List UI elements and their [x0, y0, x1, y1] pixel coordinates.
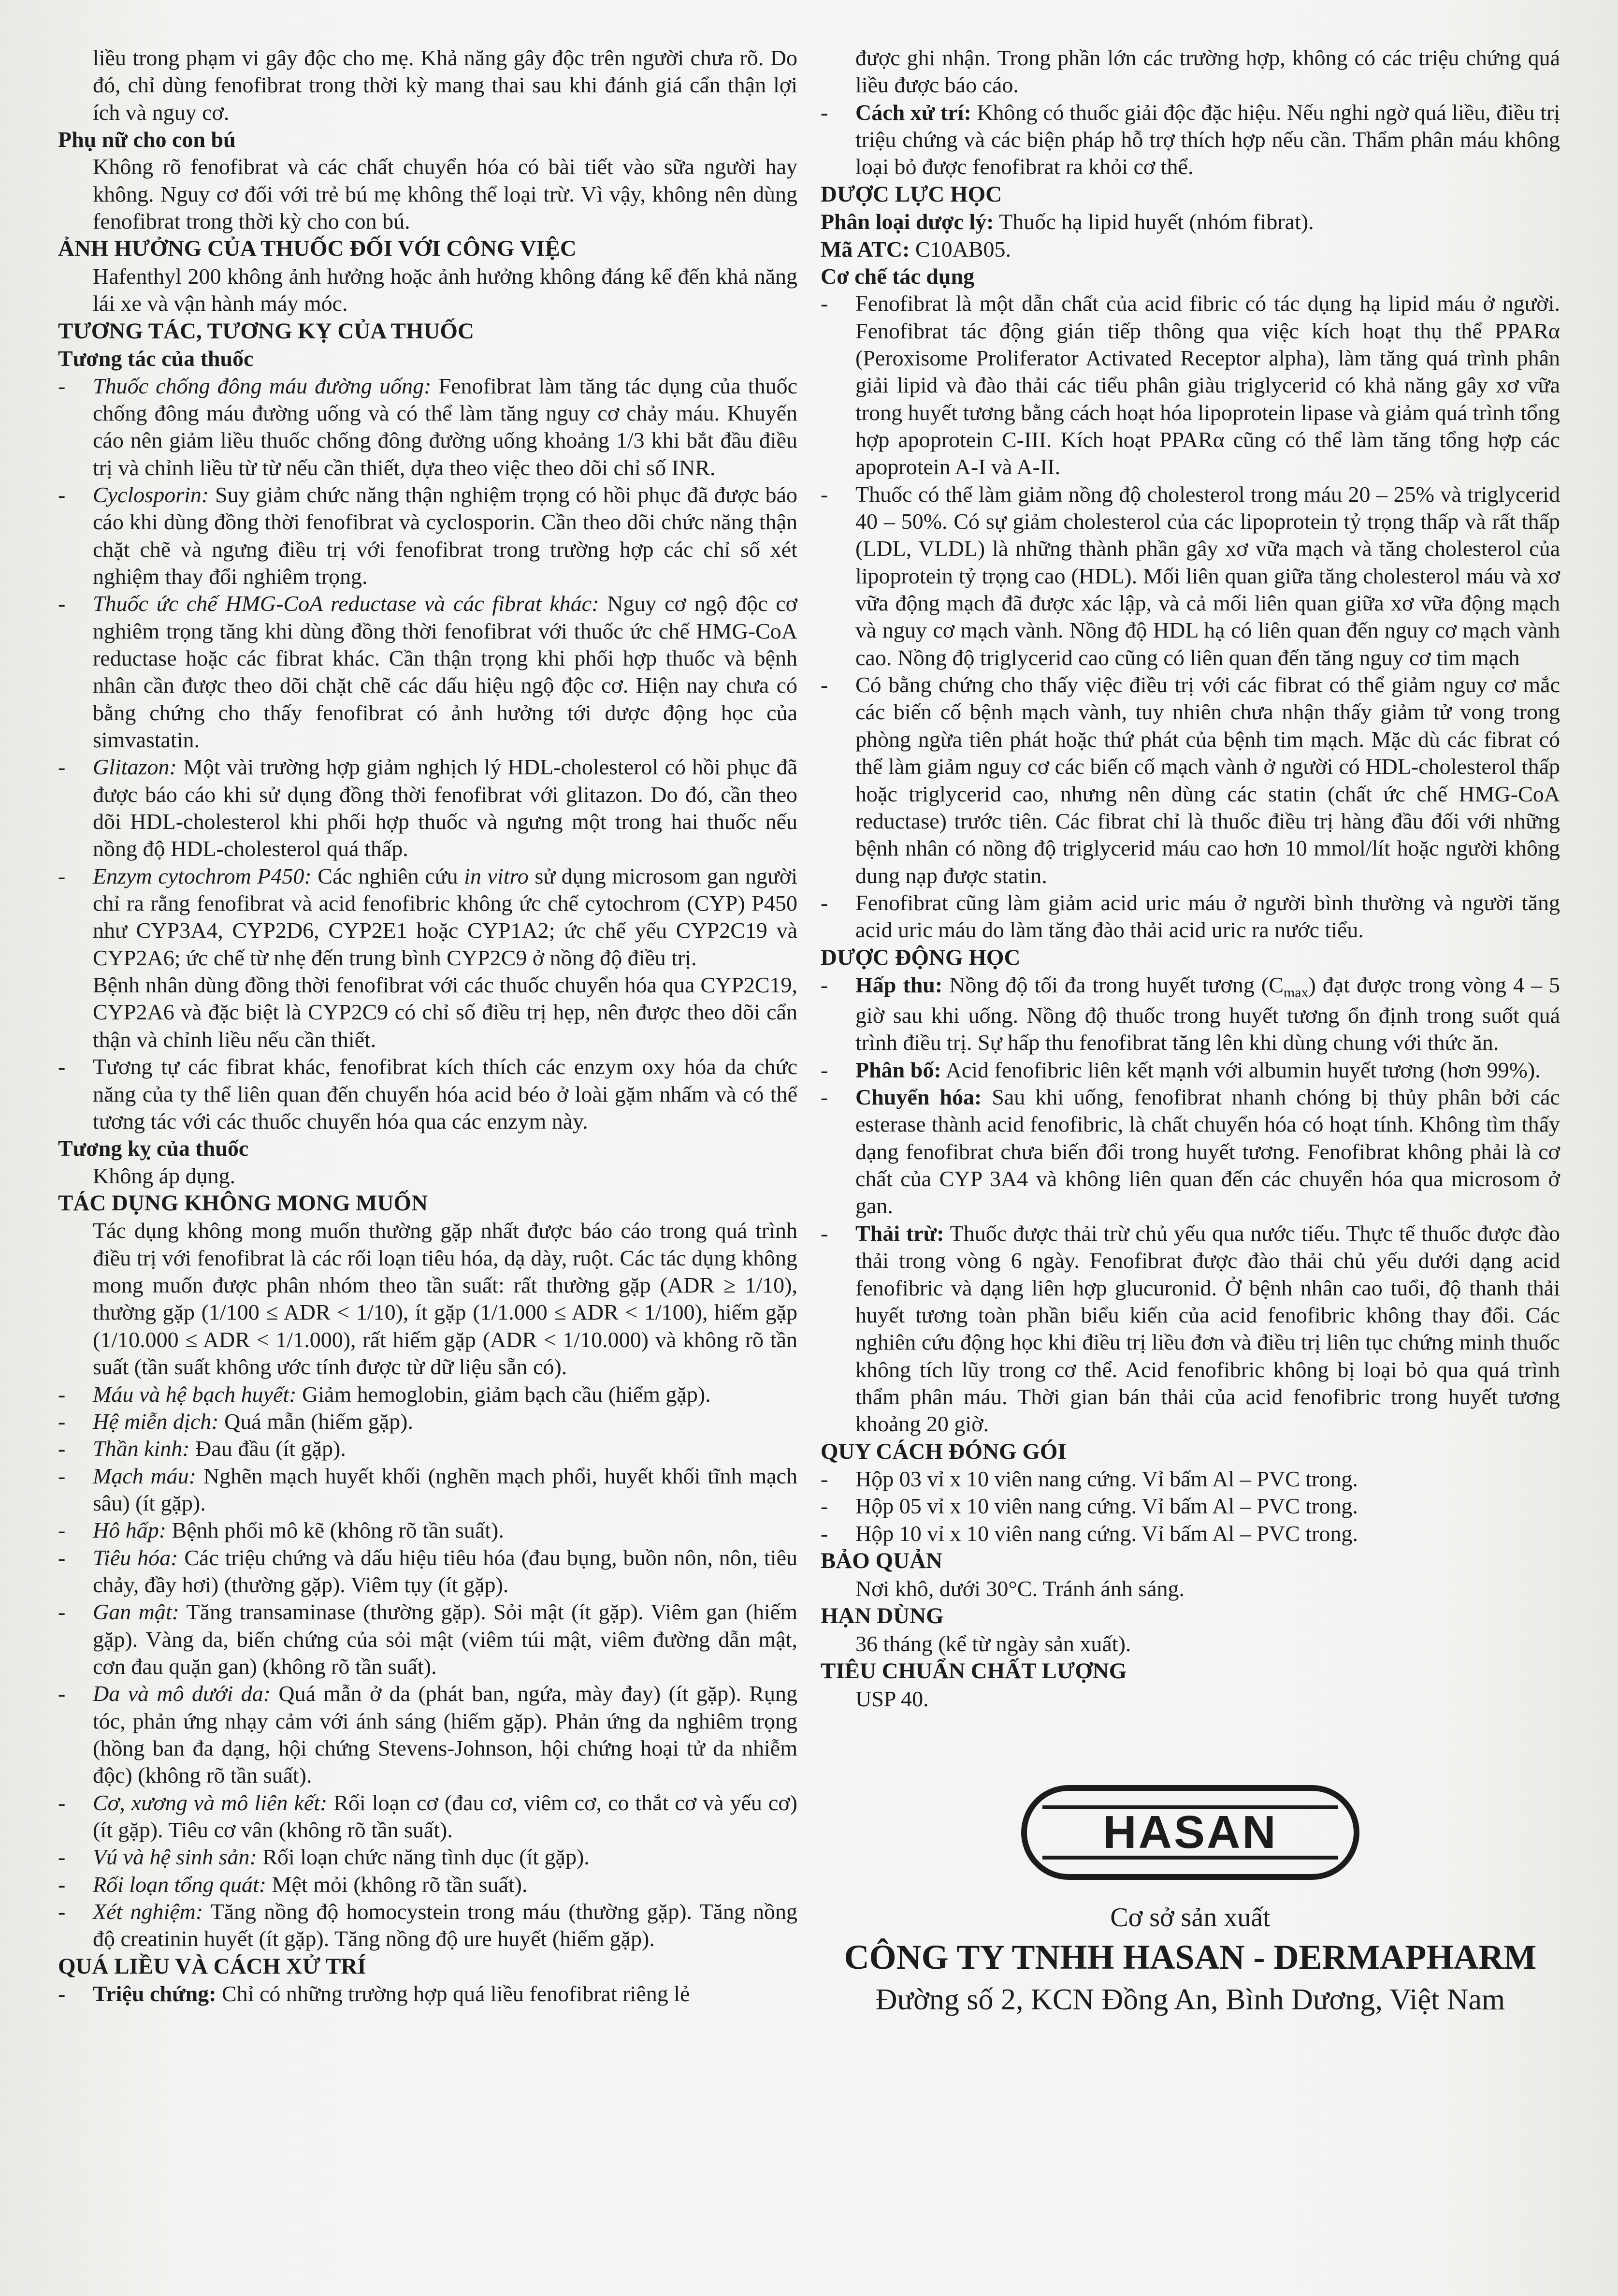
packaging-text: Hộp 05 vỉ x 10 viên nang cứng. Vỉ bấm Al – PVC trong.	[855, 1494, 1358, 1519]
interaction-cyclosporin: - Cyclosporin: Suy giảm chức năng thận nghiệm trọng có hồi phục đã được báo cáo khi dùng đồng thời fenofibrat và cyclosporin. Cần theo dõi chức năng thận chặt chẽ và ngưng điều trị với fenofibrat trong trường hợp các chỉ số xét nghiệm thay đổi nghiêm trọng.	[58, 482, 797, 589]
manufacturer-name: CÔNG TY TNHH HASAN - DERMAPHARM	[844, 1938, 1537, 1977]
adverse-intro: Tác dụng không mong muốn thường gặp nhất được báo cáo trong quá trình điều trị với fenofibrat là các rối loạn tiêu hóa, dạ dày, ruột. Các tác dụng không mong muốn được phân nhóm theo tần suất: rất thường gặp (ADR ≥ 1/10), thường gặp (1/100 ≤ ADR < 1/10), ít gặp (1/1.000 ≤ ADR < 1/100), hiếm gặp (1/10.000 ≤ ADR < 1/1.000), rất hiếm gặp (ADR < 1/10.000) và không rõ tần suất (tần suất không ước tính được từ dữ liệu sẵn có).	[93, 1218, 797, 1380]
adverse-text: Rối loạn chức năng tình dục (ít gặp).	[257, 1845, 590, 1870]
adverse-item: - Hệ miễn dịch: Quá mẫn (hiếm gặp).	[58, 1409, 413, 1434]
interaction-fibrat-enzymes: - Tương tự các fibrat khác, fenofibrat kích thích các enzym oxy hóa da chức năng của ty thể liên quan đến chuyển hóa acid béo ở loài gặm nhấm và có thể tương tác với các thuốc chuyển hóa qua các enzym này.	[58, 1054, 797, 1133]
overdose-treatment-text: Không có thuốc giải độc đặc hiệu. Nếu nghi ngờ quá liều, điều trị triệu chứng và các biện pháp hỗ trợ thích hợp nếu cần. Thẩm phân máu không loại bỏ được fenofibrat ra khỏi cơ thể.	[855, 100, 1560, 179]
manufacturer-address: Đường số 2, KCN Đồng An, Bình Dương, Việt Nam	[875, 1983, 1505, 2016]
quality-standard-heading: TIÊU CHUẨN CHẤT LƯỢNG	[821, 1658, 1127, 1684]
pharmacokinetics-heading: DƯỢC ĐỘNG HỌC	[821, 945, 1021, 970]
mechanism-subheading: Cơ chế tác dụng	[821, 263, 975, 289]
pk-absorption-label: Hấp thu:	[855, 973, 943, 998]
pharmacologic-class-text: Thuốc hạ lipid huyết (nhóm fibrat).	[994, 209, 1314, 234]
pk-distribution: - Phân bố: Acid fenofibric liên kết mạnh với albumin huyết tương (hơn 99%).	[821, 1057, 1541, 1082]
adverse-item: - Xét nghiệm: Tăng nồng độ homocystein trong máu (thường gặp). Tăng nồng độ creatinin huyết (ít gặp). Tăng nồng độ ure huyết (hiếm gặp).	[58, 1899, 797, 1951]
adverse-item: - Vú và hệ sinh sản: Rối loạn chức năng tình dục (ít gặp).	[58, 1845, 590, 1870]
adverse-text: Quá mẫn (hiếm gặp).	[218, 1409, 413, 1434]
cmax-subscript: max	[1283, 985, 1309, 1001]
adverse-text: Tăng transaminase (thường gặp). Sỏi mật (ít gặp). Viêm gan (hiếm gặp). Vàng da, biến chứng của sỏi mật (viêm túi mật, viêm đường dẫn mật, cơn đau quặn gan) (không rõ tần suất).	[93, 1599, 797, 1679]
hasan-logo-text: HASAN	[1042, 1805, 1338, 1860]
adverse-item: - Thần kinh: Đau đầu (ít gặp).	[58, 1436, 346, 1461]
packaging-heading: QUY CÁCH ĐÓNG GÓI	[821, 1439, 1067, 1464]
pharmacologic-class	[821, 208, 1560, 235]
interaction-label: Thuốc ức chế HMG-CoA reductase và các fibrat khác:	[93, 591, 599, 616]
adverse-label: Tiêu hóa:	[93, 1545, 178, 1570]
overdose-symptoms-text: Chỉ có những trường hợp quá liều fenofibrat riêng lẻ	[216, 1981, 690, 2006]
pk-distribution-label: Phân bố:	[855, 1057, 941, 1082]
mechanism-text: Fenofibrat cũng làm giảm acid uric máu ở người bình thường và người tăng acid uric máu do làm tăng đào thải acid uric ra nước tiểu.	[855, 890, 1560, 943]
breastfeeding-heading: Phụ nữ cho con bú	[58, 127, 236, 152]
storage-text: Nơi khô, dưới 30°C. Tránh ánh sáng.	[855, 1576, 1185, 1601]
leaflet-columns	[58, 44, 1560, 2268]
packaging-text: Hộp 03 vỉ x 10 viên nang cứng. Vỉ bấm Al – PVC trong.	[855, 1467, 1358, 1492]
overdose-symptoms-label: Triệu chứng:	[93, 1981, 217, 2006]
manufacturer-label: Cơ sở sản xuất	[1110, 1902, 1271, 1933]
mechanism-text: Fenofibrat là một dẫn chất của acid fibric có tác dụng hạ lipid máu ở người. Fenofibrat tác động gián tiếp thông qua việc kích hoạt thụ thể PPARα (Peroxisome Proliferator Activated Receptor alpha), làm tăng quá trình phân giải lipid và đào thải các tiểu phân giàu triglycerid có khả năng gây xơ vữa trong huyết tương bằng cách hoạt hóa lipoprotein lipase và giảm quá trình tổng hợp apoprotein C-III. Kích hoạt PPARα cũng có thể làm tăng tổng hợp các apoprotein A-I và A-II.	[855, 291, 1560, 480]
mechanism-item: - Thuốc có thể làm giảm nồng độ cholesterol trong máu 20 – 25% và triglycerid 40 – 50%. Có sự giảm cholesterol của các lipoprotein tỷ trọng thấp và rất thấp (LDL, VLDL) là những thành phần gây xơ vữa mạch và tăng cholesterol của lipoprotein tỷ trọng cao (HDL). Mối liên quan giữa tăng cholesterol máu và xơ vữa động mạch đã được xác lập, và cả mối liên quan giữa xơ vữa động mạch và nguy cơ mạch vành. Nồng độ HDL hạ có liên quan đến nguy cơ mạch vành cao. Nồng độ triglycerid cao cũng có liên quan đến tăng nguy cơ tim mạch	[821, 481, 1560, 670]
interaction-glitazon: - Glitazon: Một vài trường hợp giảm nghịch lý HDL-cholesterol có hồi phục đã được báo cáo khi sử dụng đồng thời fenofibrat với glitazon. Do đó, cần theo dõi HDL-cholesterol khi phối hợp thuốc và ngưng một trong hai thuốc nếu nồng độ HDL-cholesterol quá thấp.	[58, 755, 797, 861]
pregnancy-continuation: liều trong phạm vi gây độc cho mẹ. Khả năng gây độc trên người chưa rõ. Do đó, chỉ dùng fenofibrat trong thời kỳ mang thai sau khi đánh giá cẩn thận lợi ích và nguy cơ.	[93, 45, 797, 125]
mechanism-item: - Có bằng chứng cho thấy việc điều trị với các fibrat có thể giảm nguy cơ mắc các biến cố bệnh mạch vành, tuy nhiên chưa nhận thấy giảm tử vong trong phòng ngừa tiên phát hoặc thứ phát của bệnh tim mạch. Mặc dù các fibrat có thể làm giảm nguy cơ các biến cố mạch vành ở người có HDL-cholesterol thấp hoặc triglycerid cao, nhưng nên dùng các statin (chất ức chế HMG-CoA reductase) trước tiên. Các fibrat chỉ là thuốc điều trị hàng đầu đối với những bệnh nhân có nồng độ triglycerid máu cao hơn 10 mmol/lít hoặc người không dung nạp được statin.	[821, 672, 1560, 888]
interactions-subheading: Tương tác của thuốc	[58, 346, 254, 371]
interaction-cyp450: - Enzym cytochrom P450: Các nghiên cứu in vitro sử dụng microsom gan người chỉ ra rằng fenofibrat và acid fenofibric không ức chế cytochrom (CYP) P450 như CYP3A4, CYP2D6, CYP2E1 hoặc CYP1A2; ức chế yếu CYP2C19 và CYP2A6; ức chế từ nhẹ đến trung bình CYP2C9 ở nồng độ điều trị. Bệnh nhân dùng đồng thời fenofibrat với các thuốc chuyển hóa qua CYP2C19, CYP2A6 và đặc biệt là CYP2C9 có chỉ số điều trị hẹp, nên được theo dõi cẩn thận và chỉnh liều nếu cần thiết.	[58, 863, 797, 1053]
overdose-heading: QUÁ LIỀU VÀ CÁCH XỬ TRÍ	[58, 1953, 366, 1979]
pk-distribution-text: Acid fenofibric liên kết mạnh với albumin huyết tương (hơn 99%).	[941, 1057, 1541, 1082]
pharmacodynamics-heading: DƯỢC LỰC HỌC	[821, 181, 1002, 207]
pk-metabolism: - Chuyển hóa: Sau khi uống, fenofibrat nhanh chóng bị thủy phân bởi các esterase thành acid fenofibric, là chất chuyển hóa có hoạt tính. Không tìm thấy dạng fenofibrat chưa biến đổi trong huyết tương. Fenofibrat không phải là cơ chất của CYP 3A4 và không liên quan đến các chuyển hóa qua microsom ở gan.	[821, 1085, 1560, 1219]
adverse-item: - Máu và hệ bạch huyết: Giảm hemoglobin, giảm bạch cầu (hiếm gặp).	[58, 1381, 711, 1407]
interaction-text: sử dụng microsom gan người chỉ ra rằng fenofibrat và acid fenofibric không ức chế cytochrom (CYP) P450 như CYP3A4, CYP2D6, CYP2E1 hoặc CYP1A2; ức chế yếu CYP2C19 và CYP2A6; ức chế từ nhẹ đến trung bình CYP2C9 ở nồng độ điều trị.	[93, 863, 798, 970]
adverse-heading: TÁC DỤNG KHÔNG MONG MUỐN	[58, 1190, 428, 1216]
adverse-text: Tăng nồng độ homocystein trong máu (thường gặp). Tăng nồng độ creatinin huyết (ít gặp). Tăng nồng độ ure huyết (hiếm gặp).	[93, 1899, 797, 1951]
adverse-text: Quá mẫn ở da (phát ban, ngứa, mày đay) (ít gặp). Rụng tóc, phản ứng nhạy cảm với ánh sáng (hiếm gặp). Phản ứng da nghiêm trọng (hồng ban đa dạng, hội chứng Stevens-Johnson, hội chứng hoại tử da nhiễm độc) (không rõ tần suất).	[93, 1681, 797, 1788]
interaction-text: Nguy cơ ngộ độc cơ nghiêm trọng tăng khi dùng đồng thời fenofibrat với thuốc ức chế HMG-CoA reductase hoặc các fibrat khác. Cần thận trọng khi phối hợp thuốc và bệnh nhân cần được theo dõi chặt chẽ các dấu hiệu ngộ độc cơ. Hiện nay chưa có bằng chứng cho thấy fenofibrat có ảnh hưởng tới dược động học của simvastatin.	[93, 591, 797, 753]
interaction-label: Thuốc chống đông máu đường uống:	[93, 373, 432, 398]
pk-elimination-text: Thuốc được thải trừ chủ yếu qua nước tiểu. Thực tế thuốc được đào thải trong vòng 6 ngày. Fenofibrat được đào thải chủ yếu dưới dạng acid fenofibric và dạng liên hợp glucuronid. Ở bệnh nhân cao tuổi, độ thanh thải huyết tương toàn phần biểu kiến của acid fenofibric không thay đổi. Các nghiên cứu động học khi điều trị liều đơn và điều trị liên tục chứng minh thuốc không tích lũy trong cơ thể. Acid fenofibric không bị loại bỏ qua quá trình thẩm phân máu. Thời gian bán thải của acid fenofibric trong huyết tương khoảng 20 giờ.	[855, 1221, 1560, 1437]
adverse-item: - Cơ, xương và mô liên kết: Rối loạn cơ (đau cơ, viêm cơ, co thắt cơ và yếu cơ) (ít gặp). Tiêu cơ vân (không rõ tần suất).	[58, 1790, 797, 1842]
pk-absorption: - Hấp thu: Nồng độ tối đa trong huyết tương $(C_{max})$ đạt được trong vòng 4 – 5 giờ sau khi uống. Nồng độ thuốc trong huyết tương ổn định trong suốt quá trình điều trị. Sự hấp thu fenofibrat tăng lên khi dùng chung với thức ăn.	[821, 973, 1560, 1055]
interaction-cyp450-para2: Bệnh nhân dùng đồng thời fenofibrat với các thuốc chuyển hóa qua CYP2C19, CYP2A6 và đặc biệt là CYP2C9 có chỉ số điều trị hẹp, nên được theo dõi cẩn thận và chỉnh liều nếu cần thiết.	[93, 973, 797, 1052]
quality-standard-text: USP 40.	[855, 1686, 929, 1711]
adverse-item: - Tiêu hóa: Các triệu chứng và dấu hiệu tiêu hóa (đau bụng, buồn nôn, nôn, tiêu chảy, đầy hơi) (thường gặp). Viêm tụy (ít gặp).	[58, 1545, 797, 1597]
atc-code-text: C10AB05.	[910, 236, 1011, 262]
mechanism-text: Thuốc có thể làm giảm nồng độ cholesterol trong máu 20 – 25% và triglycerid 40 – 50%. Có sự giảm cholesterol của các lipoprotein tỷ trọng thấp và rất thấp (LDL, VLDL) là những thành phần gây xơ vữa mạch và tăng cholesterol của lipoprotein tỷ trọng cao (HDL). Mối liên quan giữa tăng cholesterol máu và xơ vữa động mạch đã được xác lập, và cả mối liên quan giữa xơ vữa động mạch và nguy cơ mạch vành. Nồng độ HDL hạ có liên quan đến nguy cơ mạch vành cao. Nồng độ triglycerid cao cũng có liên quan đến tăng nguy cơ tim mạch	[855, 481, 1560, 670]
shelf-life-heading: HẠN DÙNG	[821, 1603, 944, 1629]
driving-heading: ẢNH HƯỞNG CỦA THUỐC ĐỐI VỚI CÔNG VIỆC	[58, 236, 577, 262]
interaction-hmg-coa: - Thuốc ức chế HMG-CoA reductase và các fibrat khác: Nguy cơ ngộ độc cơ nghiêm trọng tăng khi dùng đồng thời fenofibrat với thuốc ức chế HMG-CoA reductase hoặc các fibrat khác. Cần thận trọng khi phối hợp thuốc và bệnh nhân cần được theo dõi chặt chẽ các dấu hiệu ngộ độc cơ. Hiện nay chưa có bằng chứng cho thấy fenofibrat có ảnh hưởng tới dược động học của simvastatin.	[58, 591, 797, 753]
driving-text: Hafenthyl 200 không ảnh hưởng hoặc ảnh hưởng không đáng kể đến khả năng lái xe và vận hành máy móc.	[93, 263, 797, 316]
incompatibility-subheading: Tương kỵ của thuốc	[58, 1136, 249, 1161]
manufacturer-block	[821, 1901, 1560, 2019]
packaging-item: - Hộp 10 vỉ x 10 viên nang cứng. Vỉ bấm Al – PVC trong.	[821, 1521, 1358, 1546]
pk-metabolism-label: Chuyển hóa:	[855, 1085, 982, 1110]
adverse-text: Mệt mỏi (không rõ tần suất).	[266, 1872, 528, 1897]
adverse-label: Cơ, xương và mô liên kết:	[93, 1790, 328, 1815]
pk-absorption-text: ) đạt được trong vòng 4 – 5 giờ sau khi uống. Nồng độ thuốc trong huyết tương ổn định trong suốt quá trình điều trị. Sự hấp thu fenofibrat tăng lên khi dùng chung với thức ăn.	[855, 973, 1560, 1055]
adverse-item: - Rối loạn tổng quát: Mệt mỏi (không rõ tần suất).	[58, 1872, 528, 1897]
interaction-text: Một vài trường hợp giảm nghịch lý HDL-cholesterol có hồi phục đã được báo cáo khi sử dụng đồng thời fenofibrat với glitazon. Do đó, cần theo dõi HDL-cholesterol khi phối hợp thuốc và ngưng một trong hai thuốc nếu nồng độ HDL-cholesterol quá thấp.	[93, 755, 797, 861]
interaction-text: Các nghiên cứu	[311, 863, 464, 888]
interaction-anticoagulant: - Thuốc chống đông máu đường uống: Fenofibrat làm tăng tác dụng của thuốc chống đông máu đường uống và có thể làm tăng nguy cơ chảy máu. Khuyến cáo nên giảm liều thuốc chống đông đường uống khoảng 1/3 khi bắt đầu điều trị và chỉnh liều từ từ nếu cần thiết, dựa theo việc theo dõi chỉ số INR.	[58, 373, 798, 480]
adverse-item: - Hô hấp: Bệnh phổi mô kẽ (không rõ tần suất).	[58, 1518, 504, 1543]
adverse-label: Mạch máu:	[93, 1463, 196, 1488]
pk-elimination-label: Thải trừ:	[855, 1221, 944, 1246]
atc-code	[821, 236, 1560, 263]
adverse-label: Gan mật:	[93, 1599, 179, 1625]
adverse-label: Hệ miễn dịch:	[93, 1409, 219, 1434]
interaction-text: Suy giảm chức năng thận nghiệm trọng có hồi phục đã được báo cáo khi dùng đồng thời fenofibrat và cyclosporin. Cần theo dõi chức năng thận chặt chẽ và ngưng điều trị với fenofibrat trong trường hợp các chỉ số xét nghiệm thay đổi nghiêm trọng.	[93, 482, 797, 589]
pk-metabolism-text: Sau khi uống, fenofibrat nhanh chóng bị thủy phân bởi các esterase thành acid fenofibric, là chất chuyển hóa có hoạt tính. Không tìm thấy dạng fenofibrat chưa biến đổi trong huyết tương. Fenofibrat không phải là cơ chất của CYP 3A4 và không liên quan đến các chuyển hóa qua microsom ở gan.	[855, 1085, 1560, 1219]
adverse-text: Nghẽn mạch huyết khối (nghẽn mạch phổi, huyết khối tĩnh mạch sâu) (ít gặp).	[93, 1463, 797, 1515]
pk-elimination: - Thải trừ: Thuốc được thải trừ chủ yếu qua nước tiểu. Thực tế thuốc được đào thải trong vòng 6 ngày. Fenofibrat được đào thải chủ yếu dưới dạng acid fenofibric và dạng liên hợp glucuronid. Ở bệnh nhân cao tuổi, độ thanh thải huyết tương toàn phần biểu kiến của acid fenofibric không thay đổi. Các nghiên cứu động học khi điều trị liều đơn và điều trị liên tục chứng minh thuốc không tích lũy trong cơ thể. Acid fenofibric không bị loại bỏ qua quá trình thẩm phân máu. Thời gian bán thải của acid fenofibric trong huyết tương khoảng 20 giờ.	[821, 1221, 1560, 1437]
hasan-logo-wrap	[821, 1785, 1560, 1880]
adverse-label: Da và mô dưới da:	[93, 1681, 271, 1706]
adverse-label: Máu và hệ bạch huyết:	[93, 1381, 297, 1407]
adverse-item: - Da và mô dưới da: Quá mẫn ở da (phát ban, ngứa, mày đay) (ít gặp). Rụng tóc, phản ứng nhạy cảm với ánh sáng (hiếm gặp). Phản ứng da nghiêm trọng (hồng ban đa dạng, hội chứng Stevens-Johnson, hội chứng hoại tử da nhiễm độc) (không rõ tần suất).	[58, 1681, 797, 1788]
overdose-treatment: - Cách xử trí: Không có thuốc giải độc đặc hiệu. Nếu nghi ngờ quá liều, điều trị triệu chứng và các biện pháp hỗ trợ thích hợp nếu cần. Thẩm phân máu không loại bỏ được fenofibrat ra khỏi cơ thể.	[821, 100, 1560, 179]
adverse-text: Các triệu chứng và dấu hiệu tiêu hóa (đau bụng, buồn nôn, nôn, tiêu chảy, đầy hơi) (thường gặp). Viêm tụy (ít gặp).	[93, 1545, 797, 1597]
pharmacologic-class-label: Phân loại dược lý:	[821, 209, 994, 234]
adverse-text: Bệnh phổi mô kẽ (không rõ tần suất).	[166, 1518, 504, 1543]
adverse-item: - Mạch máu: Nghẽn mạch huyết khối (nghẽn mạch phổi, huyết khối tĩnh mạch sâu) (ít gặp).	[58, 1463, 797, 1515]
atc-code-label: Mã ATC:	[821, 236, 910, 262]
adverse-label: Vú và hệ sinh sản:	[93, 1845, 257, 1870]
adverse-label: Hô hấp:	[93, 1518, 167, 1543]
packaging-text: Hộp 10 vỉ x 10 viên nang cứng. Vỉ bấm Al – PVC trong.	[855, 1521, 1358, 1546]
adverse-label: Xét nghiệm:	[93, 1899, 203, 1924]
overdose-treatment-label: Cách xử trí:	[855, 100, 971, 125]
interactions-heading: TƯƠNG TÁC, TƯƠNG KỴ CỦA THUỐC	[58, 318, 474, 344]
interaction-text: Fenofibrat làm tăng tác dụng của thuốc chống đông máu đường uống và có thể làm tăng nguy cơ chảy máu. Khuyến cáo nên giảm liều thuốc chống đông đường uống khoảng 1/3 khi bắt đầu điều trị và chỉnh liều từ từ nếu cần thiết, dựa theo việc theo dõi chỉ số INR.	[93, 373, 798, 480]
hasan-logo	[1021, 1785, 1359, 1880]
mechanism-item: - Fenofibrat cũng làm giảm acid uric máu ở người bình thường và người tăng acid uric máu do làm tăng đào thải acid uric ra nước tiểu.	[821, 890, 1560, 943]
interaction-label: Enzym cytochrom P450:	[93, 863, 312, 888]
interaction-label: Glitazon:	[93, 755, 177, 780]
breastfeeding-text: Không rõ fenofibrat và các chất chuyển hóa có bài tiết vào sữa người hay không. Nguy cơ đối với trẻ bú mẹ không thể loại trừ. Vì vậy, không nên dùng fenofibrat trong thời kỳ cho con bú.	[93, 154, 797, 234]
adverse-text: Giảm hemoglobin, giảm bạch cầu (hiếm gặp).	[296, 1381, 711, 1407]
adverse-item: - Gan mật: Tăng transaminase (thường gặp). Sỏi mật (ít gặp). Viêm gan (hiếm gặp). Vàng da, biến chứng của sỏi mật (viêm túi mật, viêm đường dẫn mật, cơn đau quặn gan) (không rõ tần suất).	[58, 1599, 797, 1679]
adverse-label: Thần kinh:	[93, 1436, 190, 1461]
adverse-text: Rối loạn cơ (đau cơ, viêm cơ, co thắt cơ và yếu cơ) (ít gặp). Tiêu cơ vân (không rõ tần suất).	[93, 1790, 797, 1842]
packaging-item: - Hộp 05 vỉ x 10 viên nang cứng. Vỉ bấm Al – PVC trong.	[821, 1494, 1358, 1519]
interaction-label: Cyclosporin:	[93, 482, 209, 507]
incompatibility-text: Không áp dụng.	[93, 1163, 236, 1188]
shelf-life-text: 36 tháng (kể từ ngày sản xuất).	[855, 1631, 1131, 1656]
packaging-item: - Hộp 03 vỉ x 10 viên nang cứng. Vỉ bấm Al – PVC trong.	[821, 1467, 1358, 1492]
mechanism-text: Có bằng chứng cho thấy việc điều trị với các fibrat có thể giảm nguy cơ mắc các biến cố bệnh mạch vành, tuy nhiên chưa nhận thấy giảm tử vong trong phòng ngừa tiên phát hoặc thứ phát của bệnh tim mạch. Mặc dù các fibrat có thể làm giảm nguy cơ các biến cố mạch vành ở người có HDL-cholesterol thấp hoặc triglycerid cao, nhưng nên dùng các statin (chất ức chế HMG-CoA reductase) trước tiên. Các fibrat chỉ là thuốc điều trị hàng đầu đối với những bệnh nhân có nồng độ triglycerid máu cao hơn 10 mmol/lít hoặc người không dung nạp được statin.	[855, 672, 1560, 888]
interaction-text: Tương tự các fibrat khác, fenofibrat kích thích các enzym oxy hóa da chức năng của ty thể liên quan đến chuyển hóa acid béo ở loài gặm nhấm và có thể tương tác với các thuốc chuyển hóa qua các enzym này.	[93, 1054, 797, 1133]
in-vitro-term: in vitro	[464, 863, 529, 888]
mechanism-item: - Fenofibrat là một dẫn chất của acid fibric có tác dụng hạ lipid máu ở người. Fenofibrat tác động gián tiếp thông qua việc kích hoạt thụ thể PPARα (Peroxisome Proliferator Activated Receptor alpha), làm tăng quá trình phân giải lipid và đào thải các tiểu phân giàu triglycerid có khả năng gây xơ vữa trong huyết tương bằng cách hoạt hóa lipoprotein lipase và giảm quá trình tổng hợp apoprotein C-III. Kích hoạt PPARα cũng có thể làm tăng tổng hợp các apoprotein A-I và A-II.	[821, 291, 1560, 480]
storage-heading: BẢO QUẢN	[821, 1548, 942, 1574]
adverse-text: Đau đầu (ít gặp).	[189, 1436, 346, 1461]
adverse-label: Rối loạn tổng quát:	[93, 1872, 267, 1897]
right-column	[821, 44, 1560, 2268]
overdose-symptoms: - Triệu chứng: Chỉ có những trường hợp quá liều fenofibrat riêng lẻ	[58, 1981, 690, 2006]
pk-absorption-text: Nồng độ tối đa trong huyết tương (C	[942, 973, 1284, 998]
left-column	[58, 44, 797, 2268]
overdose-symptoms-continuation: được ghi nhận. Trong phần lớn các trường hợp, không có các triệu chứng quá liều được báo cáo.	[855, 45, 1560, 98]
